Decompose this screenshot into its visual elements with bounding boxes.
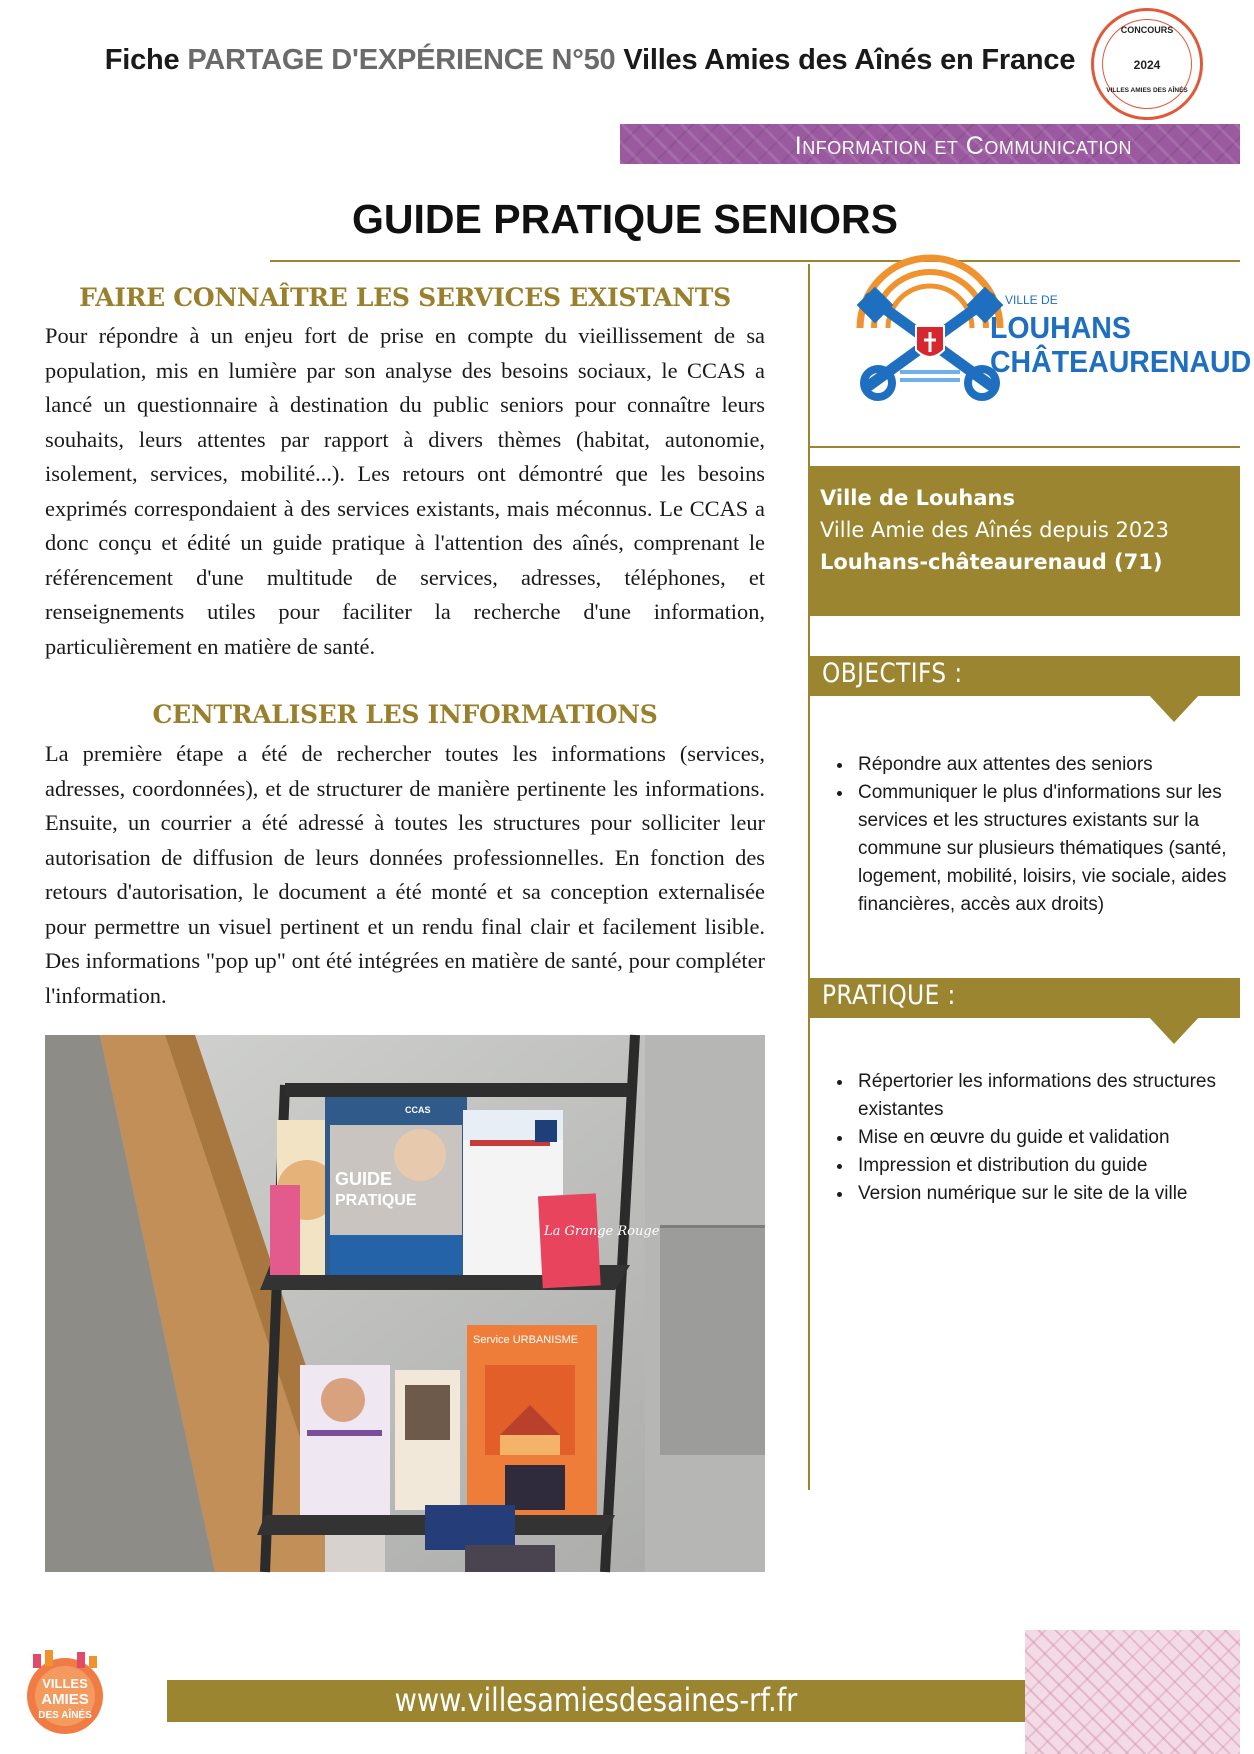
city-logo [840, 270, 1252, 410]
page-title: GUIDE PRATIQUE SENIORS [352, 196, 898, 242]
info-since: Ville Amie des Aînés depuis 2023 [820, 518, 1169, 542]
photo-guide-line2: PRATIQUE [335, 1192, 417, 1209]
section2-heading: CENTRALISER LES INFORMATIONS [152, 700, 658, 729]
badge-bottom-text: VILLES AMIES DES AÎNÉS [1106, 87, 1188, 94]
footer-url[interactable]: www.villesamiesdesaines-rf.fr [394, 1681, 798, 1719]
pratique-list [828, 1068, 1254, 1208]
badge-year: 2024 [1133, 58, 1161, 72]
category-band [620, 124, 1240, 164]
pratique-tab [810, 978, 1240, 1018]
section1-heading: FAIRE CONNAÎTRE LES SERVICES EXISTANTS [79, 283, 731, 312]
pratique-item: • Répertorier les informations des structures existantes [854, 1068, 1254, 1124]
photo-ccas: CCAS [405, 1105, 431, 1115]
footer-band [167, 1680, 1025, 1722]
network-logo-line2: AMIES [41, 1691, 89, 1708]
section1-text: Pour répondre à un enjeu fort de prise en compte du vieillissement de sa population, mis en lumière par son analyse des besoins sociaux, le CCAS a lancé un questionnaire à destination du public seniors pour connaître leurs souhaits, leurs attentes par rapport à divers thèmes (habitat, autonomie, isolement, services, mobilité...). Les retours ont démontré que les besoins exprimés correspondaient à des services existants, mais méconnus. Le CCAS a donc conçu et édité un guide pratique à l'attention des aînés, comprenant le référencement d'une multitude de services, adresses, téléphones, et renseignements utiles pour faciliter la recherche d'une information, particulièrement en matière de santé. [45, 323, 765, 659]
info-city: Ville de Louhans [820, 486, 1015, 510]
network-logo-line3: DES AÎNÉS [38, 1710, 92, 1721]
objectifs-tab [810, 656, 1240, 696]
logo-divider [810, 446, 1240, 448]
photo-booklet-title: La Grange Rouge [544, 1224, 660, 1239]
logo-small-text: VILLE DE [1005, 293, 1058, 307]
objectifs-title: OBJECTIFS : [822, 658, 963, 689]
page-header-title [0, 44, 1180, 77]
title-divider [270, 260, 1240, 262]
pratique-title: PRATIQUE : [822, 980, 956, 1011]
objectif-item: • Communiquer le plus d'informations sur les services et les structures existants sur la commune sur plusieurs thématiques (santé, logement, mobilité, loisirs, vie sociale, aides financières, accès aux droits) [854, 779, 1254, 919]
photo-guide-line1: GUIDE [335, 1169, 393, 1189]
logo-line1: LOUHANS [989, 310, 1131, 346]
info-commune: Louhans-châteaurenaud (71) [820, 550, 1163, 574]
photo-urbanisme-title: Service URBANISME [473, 1334, 579, 1346]
objectif-item: • Répondre aux attentes des seniors [854, 751, 1254, 779]
network-logo [15, 1644, 115, 1744]
city-info-box [810, 466, 1240, 616]
pratique-item: • Version numérique sur le site de la ville [854, 1180, 1254, 1208]
pratique-item: • Impression et distribution du guide [854, 1152, 1254, 1180]
objectifs-list [828, 751, 1254, 919]
category-label: Information et Communication [794, 132, 1132, 160]
brochure-rack-photo [45, 1035, 765, 1572]
footer-pattern [1025, 1630, 1240, 1754]
pratique-item: • Mise en œuvre du guide et validation [854, 1124, 1254, 1152]
section2-text: La première étape a été de rechercher toutes les informations (services, adresses, coordonnées), et de structurer de manière pertinente les informations. Ensuite, un courrier a été adressé à toutes les structures pour solliciter leur autorisation de diffusion de leurs données professionnelles. En fonction des retours d'autorisation, le document a été monté et sa conception externalisée pour permettre un visuel pertinent et un rendu final clair et facilement lisible. Des informations "pop up" ont été intégrées en matière de santé, pour compléter l'information. [45, 741, 765, 1008]
badge-top-text: CONCOURS [1120, 25, 1174, 35]
header-suffix: Villes Amies des Aînés en France [623, 44, 1076, 76]
contest-badge [1091, 8, 1203, 120]
header-highlight: PARTAGE D'EXPÉRIENCE N°50 [187, 44, 616, 76]
header-prefix: Fiche [104, 44, 180, 76]
logo-line2: CHÂTEAURENAUD [989, 344, 1252, 380]
network-logo-line1: VILLES [42, 1676, 88, 1691]
